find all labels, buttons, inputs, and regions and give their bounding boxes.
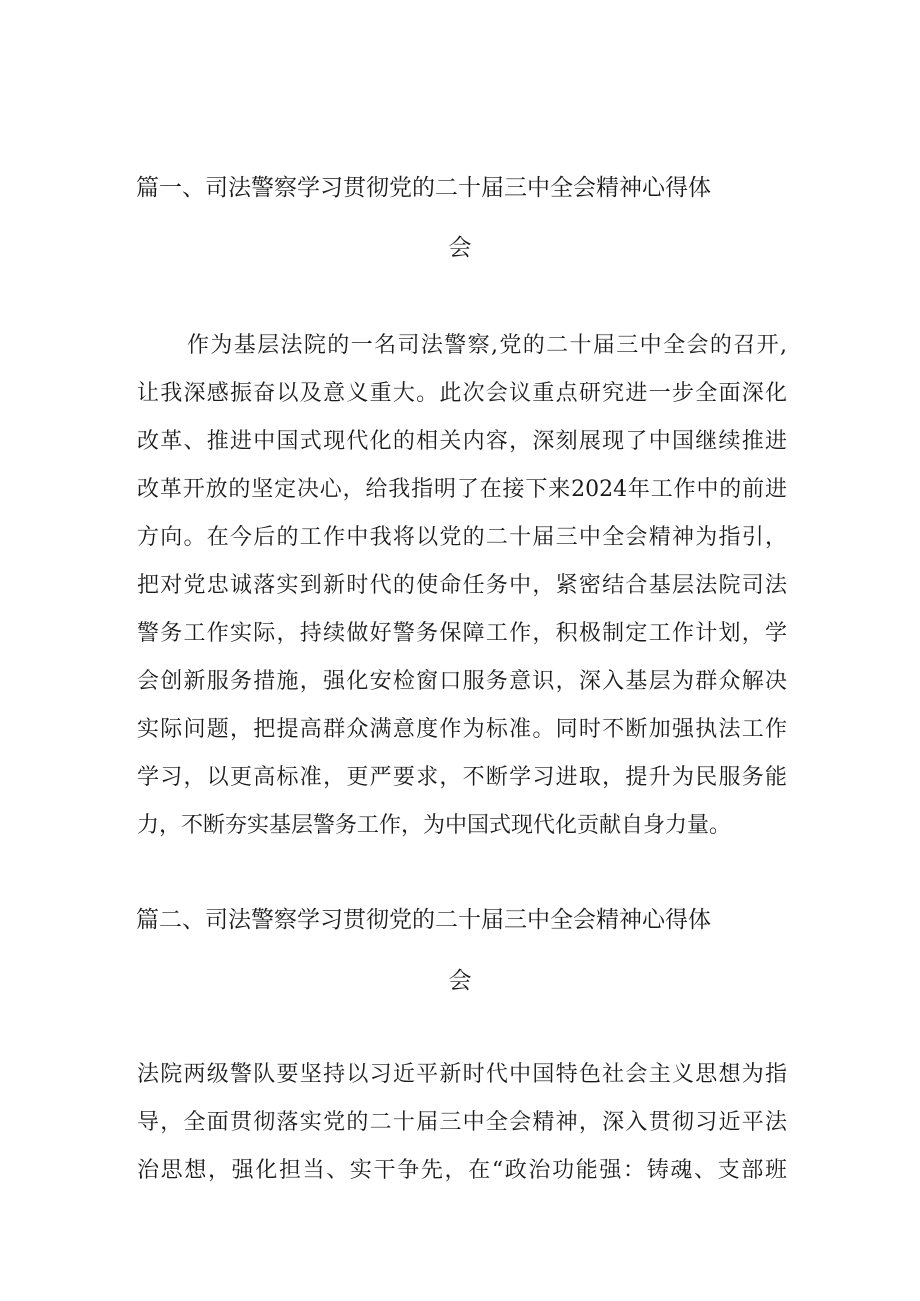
section1-paragraph-line: 学习，以更高标准，更严要求，不断学习进取，提升为民服务能 [137, 765, 787, 790]
section1-paragraph-line: 警务工作实际，持续做好警务保障工作，积极制定工作计划，学 [137, 621, 787, 646]
section2-title-line1: 篇二、司法警察学习贯彻党的二十届三中全会精神心得体 [136, 907, 711, 933]
section1-title-line1: 篇一、司法警察学习贯彻党的二十届三中全会精神心得体 [136, 175, 711, 201]
section1-paragraph-line: 方向。在今后的工作中我将以党的二十届三中全会精神为指引， [137, 525, 787, 550]
section2-paragraph-line: 导，全面贯彻落实党的二十届三中全会精神，深入贯彻习近平法 [137, 1110, 787, 1135]
section1-paragraph-line: 改革、推进中国式现代化的相关内容，深刻展现了中国继续推进 [137, 429, 787, 454]
section2-paragraph-line: 治思想，强化担当、实干争先，在“政治功能强：铸魂、支部班 [137, 1158, 787, 1183]
section1-paragraph-line: 力，不断夯实基层警务工作，为中国式现代化贡献自身力量。 [137, 813, 732, 838]
section1-paragraph-line: 作为基层法院的一名司法警察,党的二十届三中全会的召开, [187, 333, 787, 358]
section1-paragraph-line: 实际问题，把提高群众满意度作为标准。同时不断加强执法工作 [137, 717, 787, 742]
section1-paragraph-line: 会创新服务措施，强化安检窗口服务意识，深入基层为群众解决 [137, 669, 787, 694]
section2-title-line2: 会 [448, 968, 472, 994]
section1-title-line2: 会 [448, 235, 472, 261]
section1-paragraph-line: 改革开放的坚定决心，给我指明了在接下来2024年工作中的前进 [137, 477, 787, 502]
section1-paragraph-line: 把对党忠诚落实到新时代的使命任务中，紧密结合基层法院司法 [137, 573, 787, 598]
section1-paragraph-line: 让我深感振奋以及意义重大。此次会议重点研究进一步全面深化 [137, 381, 787, 406]
section2-paragraph-line: 法院两级警队要坚持以习近平新时代中国特色社会主义思想为指 [137, 1062, 787, 1087]
